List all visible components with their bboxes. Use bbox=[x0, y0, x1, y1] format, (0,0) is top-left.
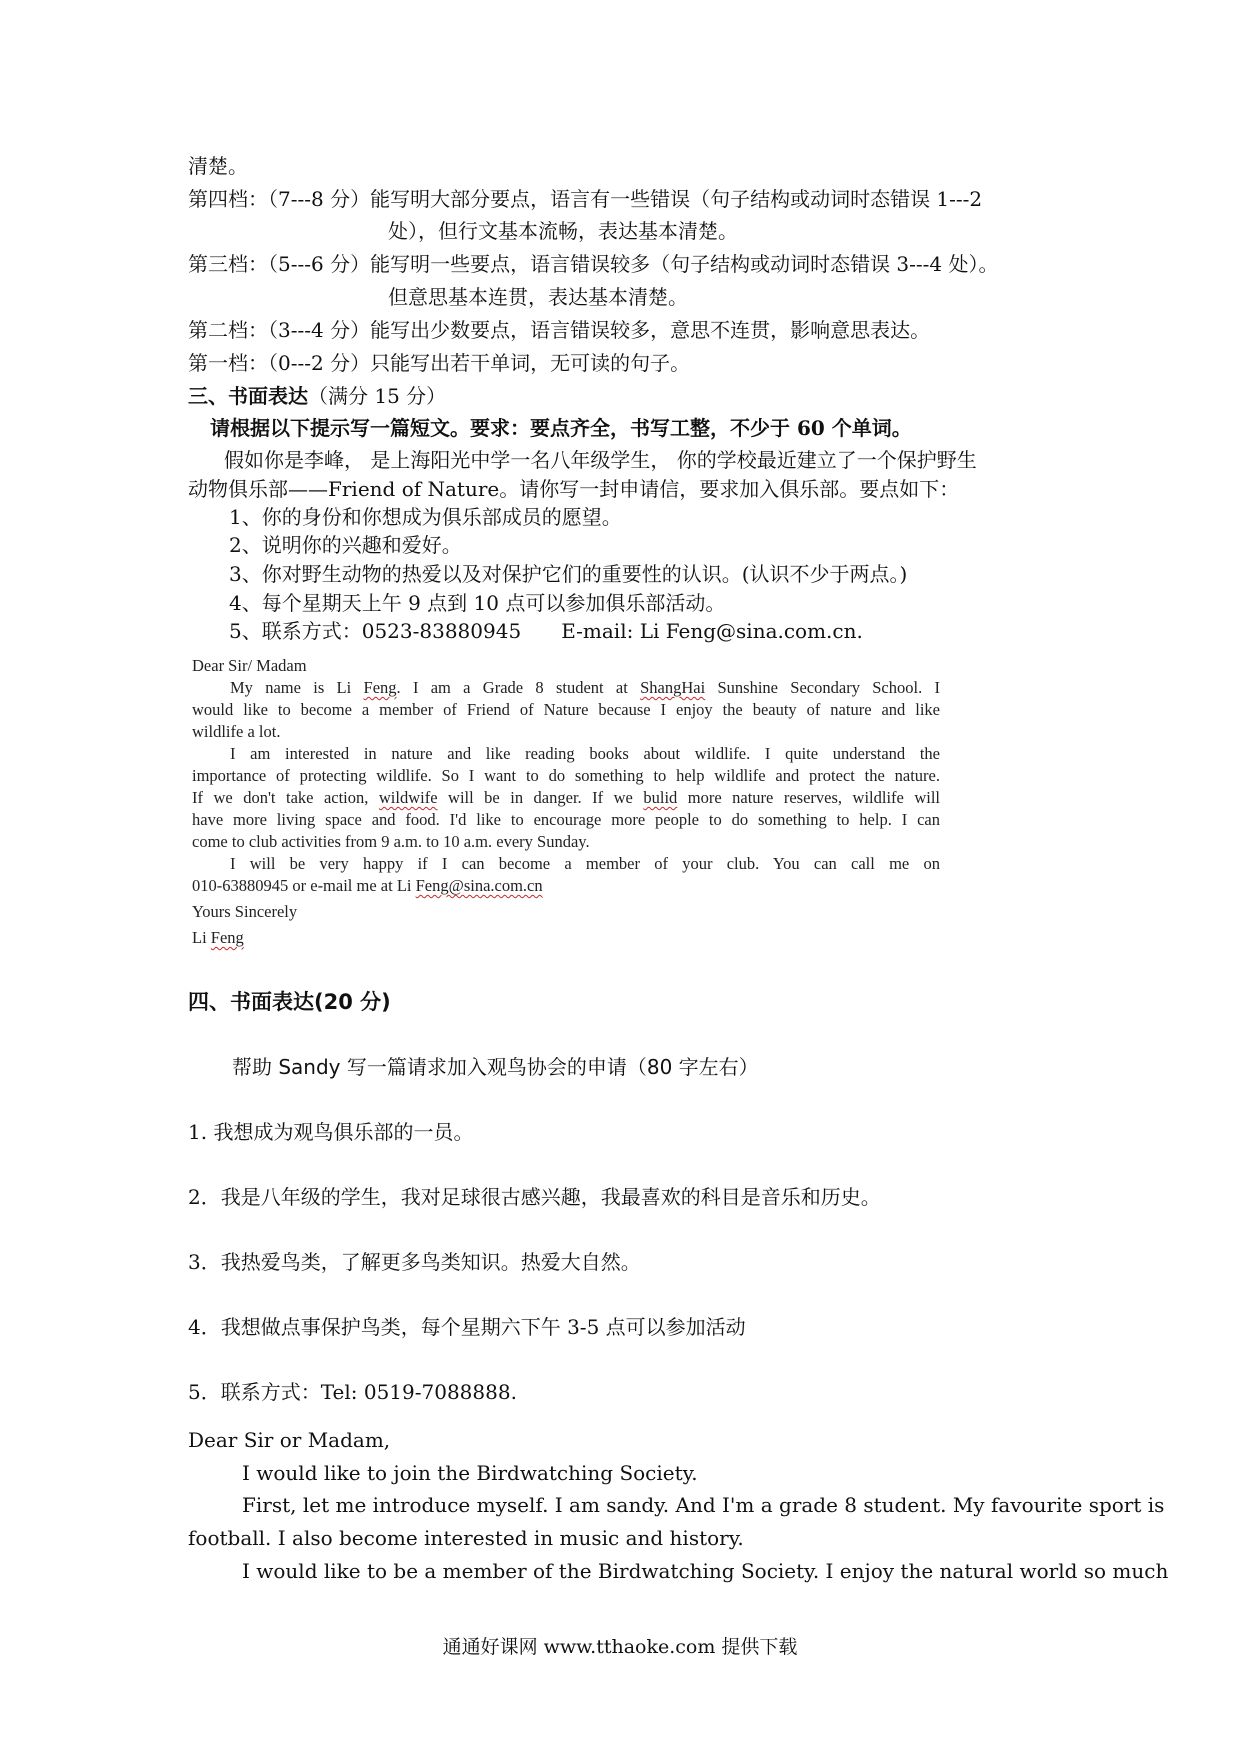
section-4-point-5: 5．联系方式：Tel: 0519-7088888. bbox=[188, 1380, 517, 1404]
section-3-intro-2: 动物俱乐部——Friend of Nature。请你写一封申请信，要求加入俱乐部。要点如下： bbox=[188, 477, 960, 501]
section-3-score: （满分 15 分） bbox=[308, 384, 447, 408]
section-4-point-3: 3．我热爱鸟类，了解更多鸟类知识。热爱大自然。 bbox=[188, 1250, 641, 1274]
section-3-point-5-phone: 5、联系方式：0523-83880945 bbox=[229, 619, 522, 643]
section-4-point-4: 4．我想做点事保护鸟类，每个星期六下午 3-5 点可以参加活动 bbox=[188, 1315, 746, 1339]
misspelled-word: ShangHai bbox=[640, 678, 706, 697]
letter-1-p1-line-3: wildlife a lot. bbox=[192, 722, 281, 741]
letter-2-salutation: Dear Sir or Madam, bbox=[188, 1428, 391, 1452]
misspelled-word: bulid bbox=[643, 788, 678, 807]
section-3-heading bbox=[188, 382, 446, 410]
letter-1-p2-line-2: importance of protecting wildlife. So I want to do something to help wildlife and protect the nature. bbox=[192, 766, 940, 785]
grading-level-3-cont: 但意思基本连贯，表达基本清楚。 bbox=[388, 285, 688, 309]
letter-1-p1-line-1: My name is Li Feng. I am a Grade 8 student at ShangHai Sunshine Secondary School. I bbox=[230, 678, 940, 697]
letter-1-p2-line-4: have more living space and food. I'd like to encourage more people to do something to help. I can bbox=[192, 810, 940, 829]
section-3-point-5 bbox=[229, 617, 863, 645]
letter-1-p2-line-5: come to club activities from 9 a.m. to 10 a.m. every Sunday. bbox=[192, 832, 590, 851]
section-4-point-1: 1. 我想成为观鸟俱乐部的一员。 bbox=[188, 1120, 474, 1144]
letter-2-line-4: I would like to be a member of the Birdwatching Society. I enjoy the natural world so much bbox=[242, 1559, 1169, 1583]
section-3-point-1: 1、你的身份和你想成为俱乐部成员的愿望。 bbox=[229, 505, 622, 529]
section-3-point-3: 3、你对野生动物的热爱以及对保护它们的重要性的认识。(认识不少于两点。) bbox=[229, 562, 908, 586]
section-4-point-2: 2．我是八年级的学生，我对足球很古感兴趣，我最喜欢的科目是音乐和历史。 bbox=[188, 1185, 881, 1209]
letter-1-p3-line-1: I will be very happy if I can become a member of your club. You can call me on bbox=[230, 854, 940, 873]
section-4-heading: 四、书面表达(20 分) bbox=[188, 990, 391, 1014]
letter-2-line-1: I would like to join the Birdwatching Society. bbox=[242, 1461, 698, 1485]
letter-1-signature: Li Feng bbox=[192, 928, 244, 947]
letter-1-closing: Yours Sincerely bbox=[192, 902, 298, 921]
section-3-point-4: 4、每个星期天上午 9 点到 10 点可以参加俱乐部活动。 bbox=[229, 591, 726, 615]
page-footer: 通通好课网 www.tthaoke.com 提供下载 bbox=[442, 1636, 798, 1658]
grading-level-3: 第三档：（5---6 分）能写明一些要点，语言错误较多（句子结构或动词时态错误 3---4 处）。 bbox=[188, 252, 999, 276]
grading-level-1: 第一档：（0---2 分）只能写出若干单词，无可读的句子。 bbox=[188, 351, 691, 375]
letter-1-p1-line-2: would like to become a member of Friend of Nature because I enjoy the beauty of nature and like bbox=[192, 700, 940, 719]
letter-2-line-3: football. I also become interested in music and history. bbox=[188, 1526, 744, 1550]
grading-level-2: 第二档：（3---4 分）能写出少数要点，语言错误较多，意思不连贯，影响意思表达。 bbox=[188, 318, 931, 342]
section-3-intro-1: 假如你是李峰， 是上海阳光中学一名八年级学生， 你的学校最近建立了一个保护野生 bbox=[224, 448, 977, 472]
letter-1-salutation: Dear Sir/ Madam bbox=[192, 656, 307, 675]
grading-level-4: 第四档：（7---8 分）能写明大部分要点，语言有一些错误（句子结构或动词时态错误 1---2 bbox=[188, 187, 983, 211]
email-link: Feng@sina.com.cn bbox=[415, 876, 543, 895]
section-3-point-2: 2、说明你的兴趣和爱好。 bbox=[229, 533, 462, 557]
section-3-title: 三、书面表达 bbox=[188, 384, 308, 408]
grading-level-4-cont: 处），但行文基本流畅，表达基本清楚。 bbox=[388, 219, 738, 243]
section-4-task: 帮助 Sandy 写一篇请求加入观鸟协会的申请（80 字左右） bbox=[232, 1055, 759, 1079]
letter-2-line-2: First, let me introduce myself. I am sandy. And I'm a grade 8 student. My favourite sport is bbox=[242, 1493, 1165, 1517]
misspelled-word: Feng bbox=[210, 928, 244, 947]
misspelled-word: wildwife bbox=[378, 788, 438, 807]
misspelled-word: Feng bbox=[363, 678, 397, 697]
section-3-point-5-email: E-mail: Li Feng@sina.com.cn. bbox=[561, 619, 863, 643]
grading-continuation: 清楚。 bbox=[188, 154, 248, 178]
letter-1-p2-line-3: If we don't take action, wildwife will be in danger. If we bulid more nature reserves, wildlife will bbox=[192, 788, 940, 807]
section-3-requirement: 请根据以下提示写一篇短文。要求：要点齐全，书写工整，不少于 60 个单词。 bbox=[210, 416, 912, 440]
letter-1-p3-line-2: 010-63880945 or e-mail me at Li Feng@sina.com.cn bbox=[192, 876, 543, 895]
letter-1-p2-line-1: I am interested in nature and like reading books about wildlife. I quite understand the bbox=[230, 744, 940, 763]
